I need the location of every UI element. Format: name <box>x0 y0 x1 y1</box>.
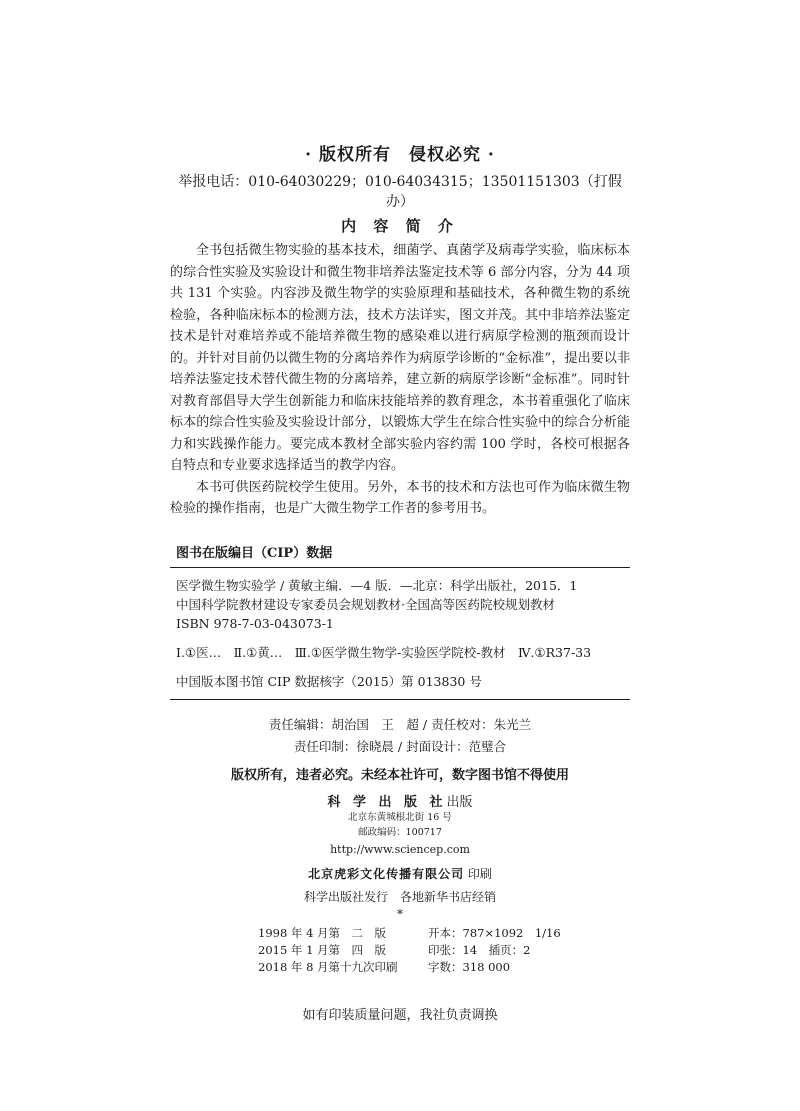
publisher-postcode: 邮政编码：100717 <box>358 826 442 838</box>
cip-line-isbn: ISBN 978-7-03-043073-1 <box>176 615 334 631</box>
credits-block <box>170 714 630 758</box>
edition-cell: 2018 年 8 月第十九次印刷 <box>258 959 398 974</box>
cip-line-series: 中国科学院教材建设专家委员会规划教材·全国高等医药院校规划教材 <box>176 596 555 612</box>
publisher-block <box>170 793 630 857</box>
publisher-name: 科 学 出 版 社 <box>327 794 447 810</box>
cip-data-block <box>170 567 630 700</box>
distribution-line: 科学出版社发行 各地新华书店经销 <box>303 889 496 904</box>
edition-row <box>258 959 561 976</box>
edition-cell: 字数：318 000 <box>428 959 511 974</box>
cip-line-record: 中国版本图书馆 CIP 数据核字（2015）第 013830 号 <box>176 673 482 689</box>
footer-notice: 如有印装质量问题，我社负责调换 <box>302 1007 498 1023</box>
publisher-address: 北京东黄城根北街 16 号 <box>348 811 452 823</box>
credits-production: 责任印制：徐晓晨 / 封面设计：范璧合 <box>293 738 507 754</box>
cip-label: 图书在版编目（CIP）数据 <box>176 545 333 561</box>
summary-paragraph-1: 全书包括微生物实验的基本技术，细菌学、真菌学及病毒学实验，临床标本的综合性实验及实验设计和微生物非培养法鉴定技术等 6 部分内容，分为 44 项共 131 个实验。内容涉及微生物学的实验原理和基础技术，各种微生物的系统检验，各种临床标本的检测方法，技术方法详实，图文并茂。其中非培养法鉴定技术是针对难培养或不能培养微生物的感染难以进行病原学检测的瓶颈而设计的。并针对目前仍以微生物的分离培养作为病原学诊断的“金标准”，提出要以非培养法鉴定技术替代微生物的分离培养，建立新的病原学诊断“金标准”。同时针对教育部倡导大学生创新能力和临床技能培养的教育理念，本书着重强化了临床标本的综合性实验及实验设计部分，以锻炼大学生在综合性实验中的综合分析能力和实践操作能力。要完成本教材全部实验内容约需 100 学时，各校可根据各自特点和专业要求选择适当的教学内容。 <box>170 243 630 473</box>
edition-cell: 2015 年 1 月第 四 版 <box>258 942 387 957</box>
edition-table <box>258 925 561 976</box>
credits-editors: 责任编辑：胡治国 王 超 / 责任校对：朱光兰 <box>268 716 532 732</box>
copyright-title: · 版权所有 侵权必究 · <box>305 145 495 165</box>
edition-cell: 开本：787×1092 1/16 <box>428 925 561 940</box>
publisher-suffix: 出版 <box>446 794 473 810</box>
printer-suffix: 印刷 <box>467 866 492 881</box>
edition-cell: 1998 年 4 月第 二 版 <box>258 925 387 940</box>
edition-cell: 印张：14 插页：2 <box>428 942 531 957</box>
summary-heading: 内 容 简 介 <box>341 217 459 235</box>
report-phone-line: 举报电话：010-64030229；010-64034315；13501151303（打假办） <box>178 174 622 210</box>
summary-paragraph-2: 本书可供医药院校学生使用。另外，本书的技术和方法也可作为临床微生物检验的操作指南，也是广大微生物学工作者的参考用书。 <box>170 479 630 516</box>
publisher-url: http://www.sciencep.com <box>330 842 470 856</box>
edition-row <box>258 925 561 942</box>
cip-line-classification: Ⅰ.①医… Ⅱ.①黄… Ⅲ.①医学微生物学-实验医学院校-教材 Ⅳ.①R37-33 <box>176 644 592 660</box>
cip-line-title: 医学微生物实验学 / 黄敏主编．—4 版．—北京：科学出版社，2015．1 <box>176 577 578 593</box>
copyright-page <box>170 140 630 1023</box>
separator-star: * <box>397 906 403 921</box>
rights-notice: 版权所有，违者必究。未经本社许可，数字图书馆不得使用 <box>230 767 569 783</box>
printer-name: 北京虎彩文化传播有限公司 <box>308 866 465 881</box>
printer-line <box>170 865 630 882</box>
edition-row <box>258 942 561 959</box>
